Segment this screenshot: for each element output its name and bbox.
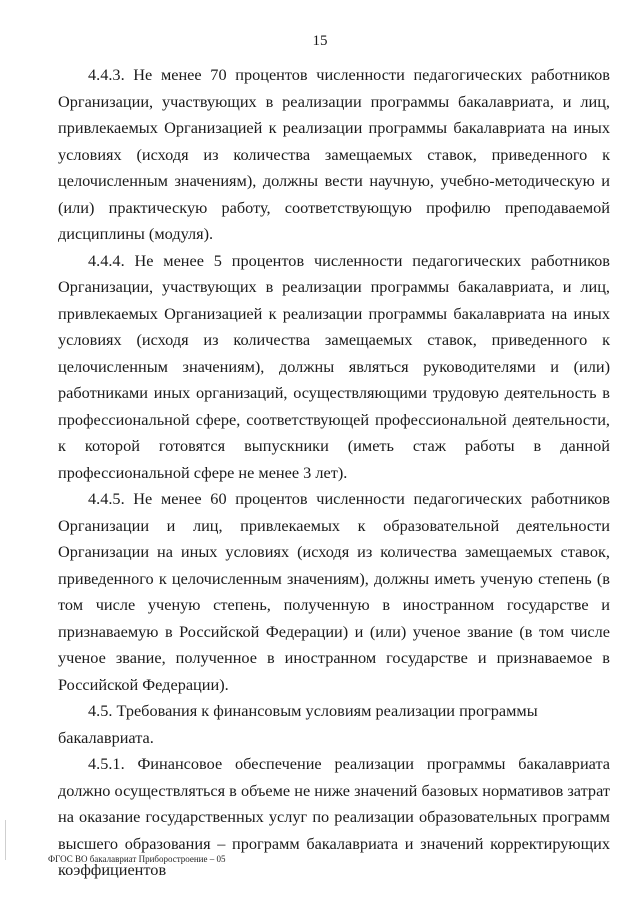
paragraph-4-4-3: 4.4.3. Не менее 70 процентов численности педагогических работников Организации, участвующих в реализации программы бакалавриата, и лиц, привлекаемых Организацией к реализации программы бакалавриата на иных условиях (исходя из количества замещаемых ставок, приведенного к целочисленным значениям), должны вести научную, учебно-методическую и (или) практическую работу, соответствующую профилю преподаваемой дисциплины (модуля). [58, 65, 610, 243]
document-body [58, 62, 610, 884]
paragraph-4-5-1: 4.5.1. Финансовое обеспечение реализации программы бакалавриата должно осуществляться в объеме не ниже значений базовых нормативов затрат на оказание государственных услуг по реализации образовательных программ высшего образования – программ бакалавриата и значений корректирующих коэффициентов [58, 754, 610, 879]
scan-edge-mark [5, 820, 6, 860]
document-footer: ФГОС ВО бакалавриат Приборостроение – 05 [48, 854, 226, 864]
section-heading-4-5: 4.5. Требования к финансовым условиям реализации программы бакалавриата. [58, 701, 538, 747]
page-number: 15 [312, 33, 328, 49]
paragraph-4-4-5: 4.4.5. Не менее 60 процентов численности педагогических работников Организации и лиц, привлекаемых к образовательной деятельности Организации на иных условиях (исходя из количества замещаемых ставок, приведенного к целочисленным значениям), должны иметь ученую степень (в том числе ученую степень, полученную в иностранном государстве и признаваемую в Российской Федерации) и (или) ученое звание (в том числе ученое звание, полученное в иностранном государстве и признаваемое в Российской Федерации). [58, 489, 610, 694]
paragraph-4-4-4: 4.4.4. Не менее 5 процентов численности педагогических работников Организации, участвующих в реализации программы бакалавриата, и лиц, привлекаемых Организацией к реализации программы бакалавриата на иных условиях (исходя из количества замещаемых ставок, приведенного к целочисленным значениям), должны являться руководителями и (или) работниками иных организаций, осуществляющими трудовую деятельность в профессиональной сфере, соответствующей профессиональной деятельности, к которой готовятся выпускники (иметь стаж работы в данной профессиональной сфере не менее 3 лет). [58, 250, 610, 482]
